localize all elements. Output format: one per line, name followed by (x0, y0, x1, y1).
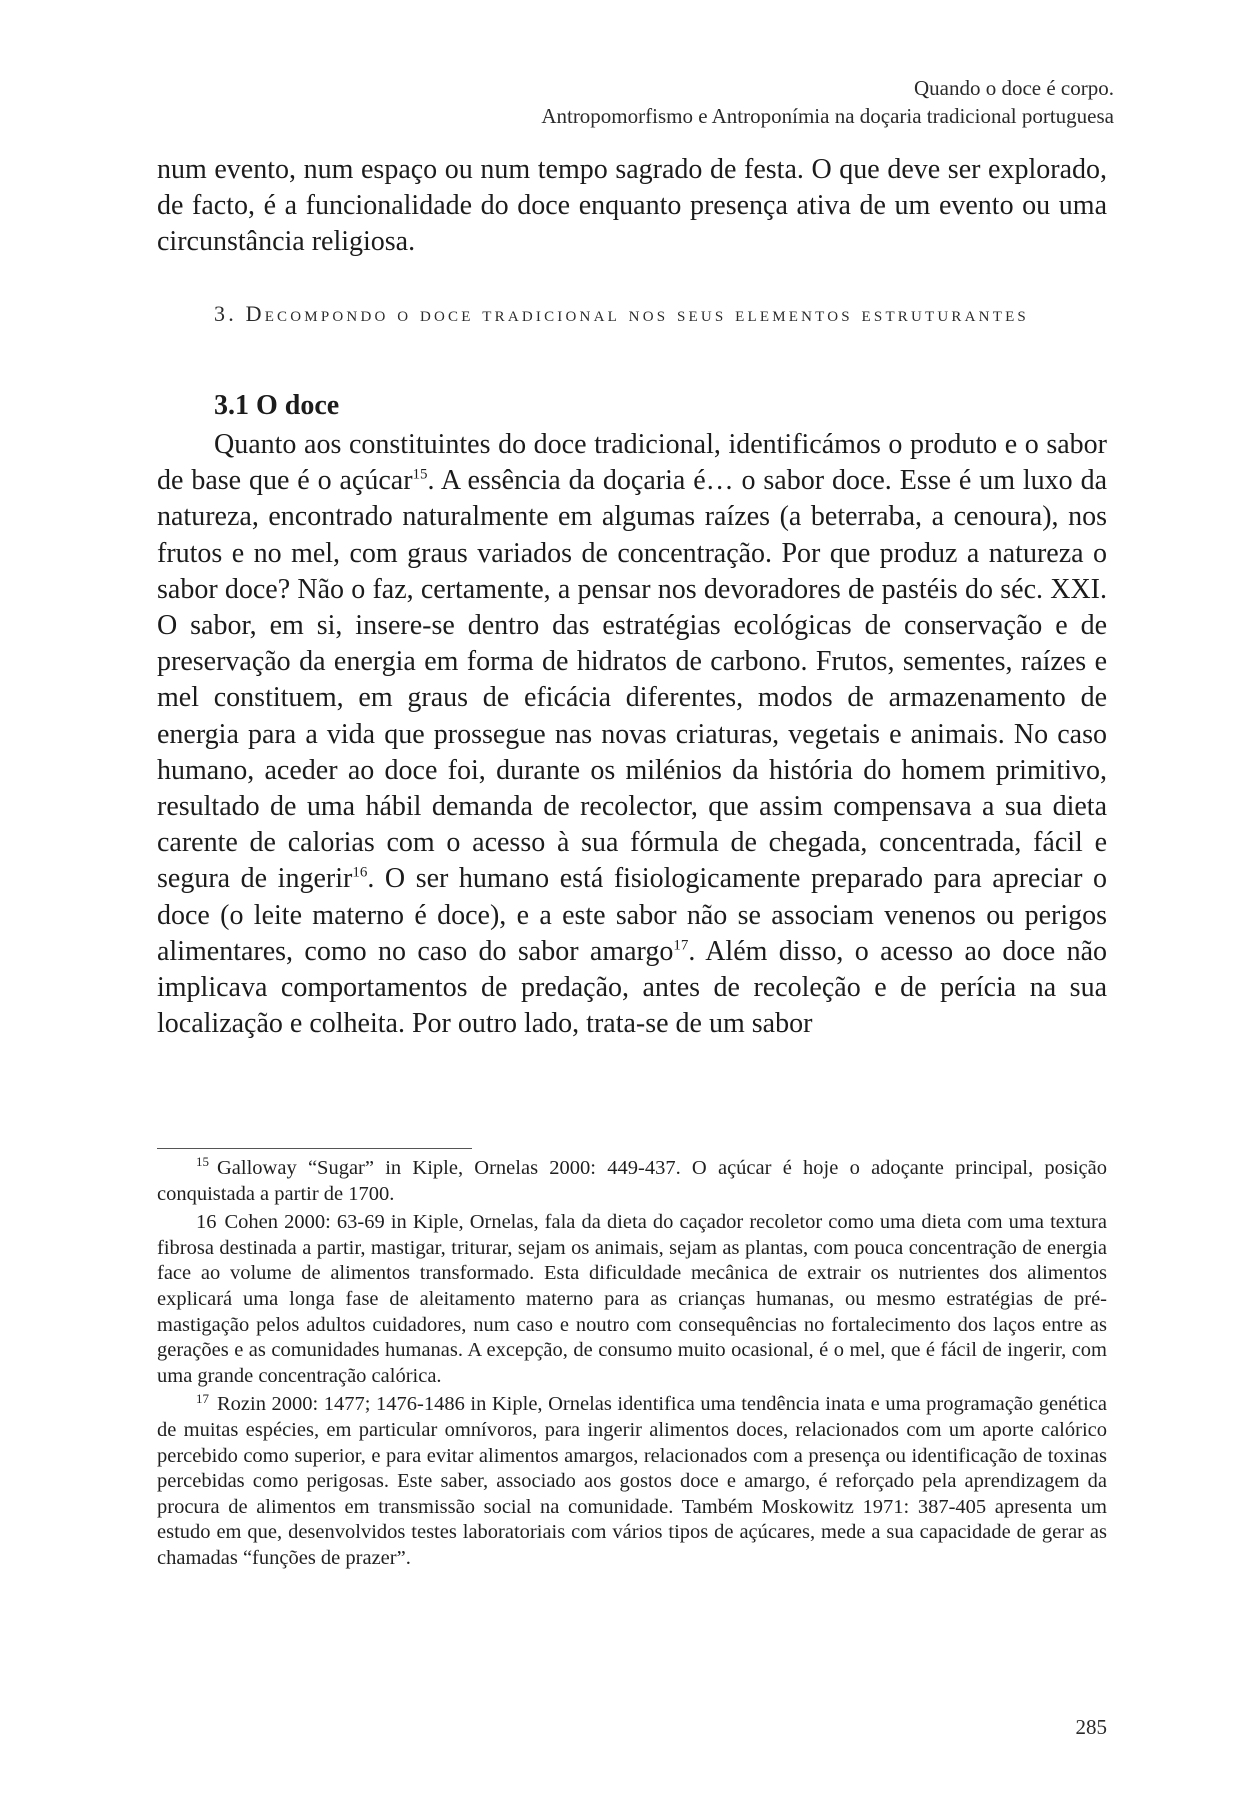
footnote-ref-17[interactable]: 17 (673, 937, 689, 954)
section-title: Decompondo o doce tradicional nos seus elementos estruturantes (245, 301, 1029, 326)
running-head (541, 74, 1114, 130)
main-text-part2: . A essência da doçaria é… o sabor doce. Esse é um luxo da natureza, encontrado naturalmente em algumas raízes (a beterraba, a cenoura), nos frutos e no mel, com graus variados de concentração. Por que produz a natureza o sabor doce? Não o faz, certamente, a pensar nos devoradores de pastéis do séc. XXI. O sabor, em si, insere-se dentro das estratégias ecológicas de conservação e de preservação da energia em forma de hidratos de carbono. Frutos, sementes, raízes e mel constituem, em graus de eficácia diferentes, modos de armazenamento de energia para a vida que prossegue nas novas criaturas, vegetais e animais. No caso humano, aceder ao doce foi, durante os milénios da história do homem primitivo, resultado de uma hábil demanda de recolector, que assim compensava a sua dieta carente de calorias com o acesso à sua fórmula de chegada, concentrada, fácil e segura de ingerir (157, 465, 1107, 895)
footnote-ref-16[interactable]: 16 (352, 865, 368, 882)
footnote-text: Cohen 2000: 63-69 in Kiple, Ornelas, fala da dieta do caçador recoletor como uma dieta com uma textura fibrosa destinada a partir, mastigar, triturar, sejam os animais, sejam as plantas, com pouca concentração de energia face ao volume de alimentos transformado. Esta dificuldade mecânica de extrair os nutrientes dos alimentos explicará uma longa fase de aleitamento materno para as crianças humanas, ou mesmo estratégias de pré-mastigação pelos adultos cuidadores, num caso e noutro com consequências no fortalecimento dos laços entre as gerações e as comunidades humanas. A excepção, de consumo muito ocasional, é o mel, que é fácil de ingerir, com uma grande concentração calórica. (157, 1211, 1107, 1387)
section-number: 3. (214, 301, 237, 326)
footnote-mark: 15 (196, 1154, 209, 1170)
running-head-subtitle: Antropomorfismo e Antroponímia na doçaria tradicional portuguesa (541, 104, 1114, 128)
running-head-title: Quando o doce é corpo. (913, 76, 1114, 100)
footnote-mark: 17 (196, 1390, 209, 1406)
footnote-15 (157, 1156, 1107, 1207)
main-paragraph (157, 427, 1107, 1042)
footnote-17 (157, 1392, 1107, 1571)
footnote-text: Galloway “Sugar” in Kiple, Ornelas 2000: 449-437. O açúcar é hoje o adoçante principal, posição conquistada a partir de 1700. (157, 1157, 1107, 1205)
page-number: 285 (1075, 1715, 1107, 1739)
main-text-part3: . O ser humano está fisiologicamente preparado para apreciar o doce (o leite materno é doce), e a este sabor não se associam venenos ou perigos alimentares, como no caso do sabor amargo (157, 863, 1108, 967)
section-heading (214, 296, 1106, 332)
footnotes (157, 1156, 1107, 1575)
main-text-part4: . Além disso, o acesso ao doce não implicava comportamentos de predação, antes de recoleção e de perícia na sua localização e colheita. Por outro lado, trata-se de um sabor (157, 935, 1107, 1040)
footnote-mark: 16 (196, 1211, 217, 1234)
footnote-ref-15[interactable]: 15 (412, 466, 428, 483)
main-text-part1: Quanto aos constituintes do doce tradicional, identificámos o produto e o sabor de base que é o açúcar (157, 429, 1107, 497)
subsection-heading: 3.1 O doce (214, 390, 340, 421)
footnote-text: Rozin 2000: 1477; 1476-1486 in Kiple, Ornelas identifica uma tendência inata e uma programação genética de muitas espécies, em particular omnívoros, para ingerir alimentos doces, relacionados com um aporte calórico percebido como superior, e para evitar alimentos amargos, relacionados com a presença ou identificação de toxinas percebidas como perigosas. Este saber, associado aos gostos doce e amargo, é reforçado pela aprendizagem da procura de alimentos em transmissão social na comunidade. Também Moskowitz 1971: 387-405 apresenta um estudo em que, desenvolvidos testes laboratoriais com vários tipos de açúcares, mede a sua capacidade de gerar as chamadas “funções de prazer”. (157, 1393, 1107, 1569)
footnote-16 (157, 1210, 1107, 1389)
main-paragraph-text (157, 427, 1107, 1042)
footnote-separator (157, 1148, 472, 1149)
intro-paragraph: num evento, num espaço ou num tempo sagrado de festa. O que deve ser explorado, de facto, é a funcionalidade do doce enquanto presença ativa de um evento ou uma circunstância religiosa. (157, 154, 1107, 258)
